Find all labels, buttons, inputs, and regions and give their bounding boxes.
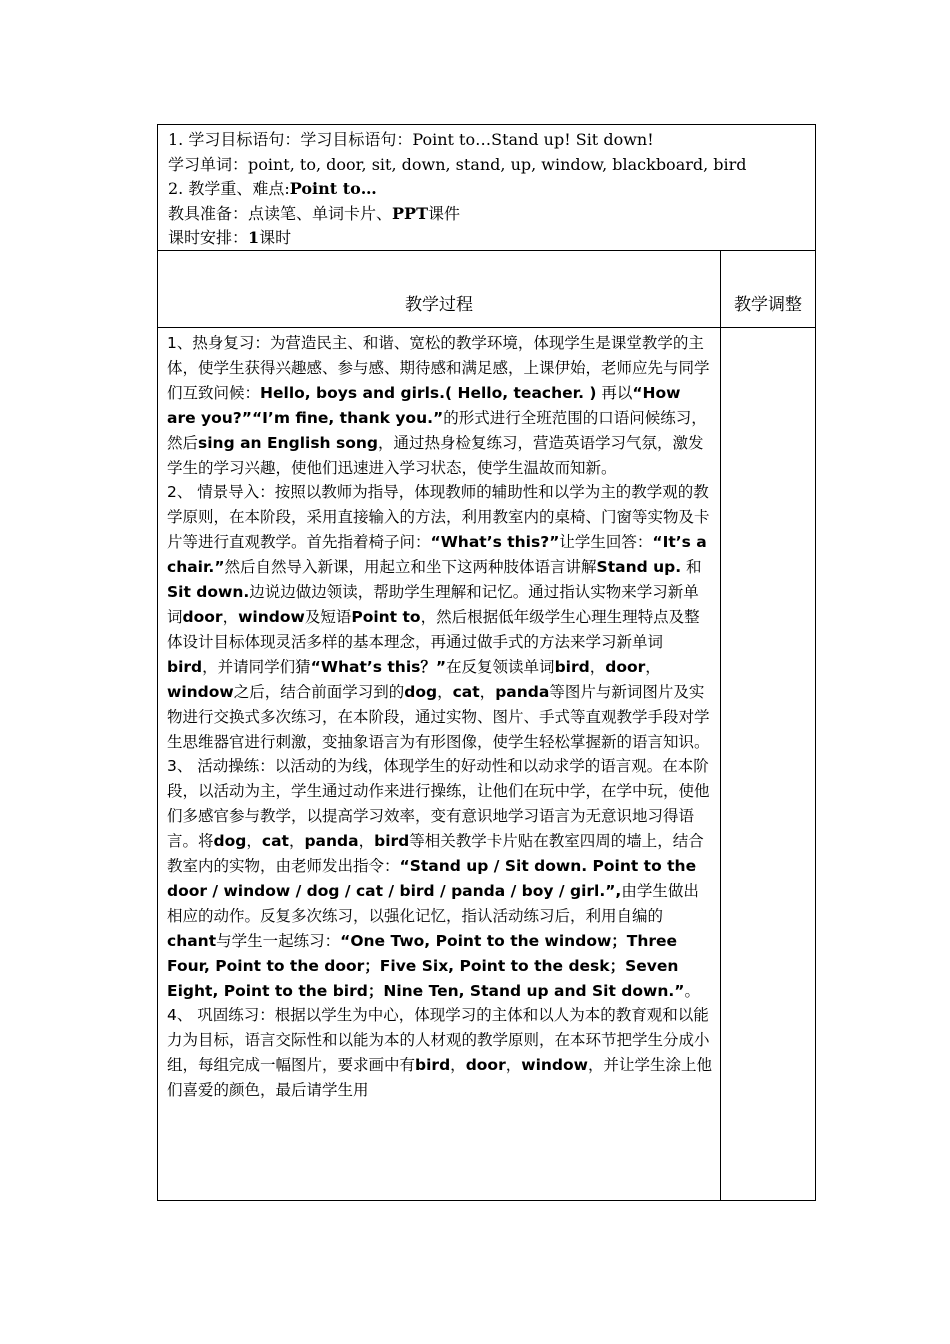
text-run: panda bbox=[495, 682, 550, 701]
vocabulary-line: 学习单词：point, to, door, sit, down, stand, up, window, blackboard, bird bbox=[168, 154, 747, 174]
text-run: 和 bbox=[681, 558, 702, 577]
text-run: ， bbox=[437, 682, 453, 701]
text-run: ， bbox=[358, 832, 375, 851]
text-run: “It’s a chair.” bbox=[167, 533, 707, 577]
text-run: 之后，结合前面学习到的 bbox=[233, 682, 405, 701]
text-run: 1、热身复习：为营造民主、和谐、宽松的教学环境，体现学生是课堂教学的主体，使学生获得兴趣感、参与感、期待感和满足感，上课伊始，老师应先与同学们互致问候： bbox=[167, 334, 710, 402]
text-run: bird bbox=[415, 1056, 451, 1075]
text-run: chant bbox=[167, 931, 217, 950]
text-run: ，通过热身检复练习，营造英语学习气氛，激发学生的学习兴趣，使他们迅速进入学习状态，使学生温故而知新。 bbox=[167, 433, 704, 477]
lesson-info-cell bbox=[158, 125, 815, 251]
text-run: door bbox=[465, 1056, 506, 1075]
text-run: 2、 情景导入：按照以教师为指导，体现教师的辅助性和以学为主的教学观的教学原则，在本阶段，采用直接输入的方法，利用教室内的桌椅、门窗等实物及卡片等进行直观教学。首先指着椅子问： bbox=[167, 483, 710, 552]
text-run: Sit down. bbox=[167, 583, 250, 602]
schedule-label: 课时安排： bbox=[168, 228, 249, 247]
text-run: 与学生一起练习： bbox=[216, 931, 341, 950]
text-run: ， bbox=[246, 832, 262, 851]
text-run: ， bbox=[505, 1056, 522, 1075]
text-run: “Stand up / Sit down. Point to the door / window / dog / cat / bird / panda / boy / girl.”, bbox=[167, 857, 697, 900]
text-run: “What’s this？” bbox=[310, 657, 447, 676]
schedule-count: 1 bbox=[248, 228, 260, 247]
lesson-plan-table bbox=[157, 124, 816, 1201]
materials-label: 教具准备：点读笔、单词卡片、 bbox=[168, 203, 393, 223]
column-header-row bbox=[158, 251, 815, 328]
text-run: door bbox=[605, 657, 646, 676]
text-run: 3、 活动操练：以活动的为线，体现学生的好动性和以动求学的语言观。在本阶段，以活动为主，学生通过动作来进行操练，让他们在玩中学，在学中玩，使他们多感官参与教学，以提高学习效率，变有意识地学习语言为无意识地习得语言。将 bbox=[167, 757, 710, 851]
text-run: ， bbox=[450, 1056, 466, 1075]
text-run: 4、 巩固练习：根据以学生为中心，体现学习的主体和以人为本的教育观和以能力为目标，语言交际性和以能为本的人材观的教学原则，在本环节把学生分成小组，每组完成一幅图片，要求画中有 bbox=[167, 1006, 710, 1075]
teaching-adjustment-cell bbox=[721, 328, 815, 1200]
key-points-label: 2. 教学重、难点: bbox=[168, 179, 290, 198]
materials-line bbox=[168, 202, 807, 227]
text-run: ， bbox=[288, 832, 305, 851]
lead-in-paragraph bbox=[167, 480, 712, 754]
text-run: 由学生做出相应的动作。反复多次练习，以强化记忆，指认活动练习后，利用自编的 bbox=[167, 881, 699, 925]
text-run: window bbox=[238, 607, 305, 626]
text-run: ， bbox=[645, 657, 661, 676]
text-run: 然后自然导入新课，用起立和坐下这两种肢体语言讲解 bbox=[224, 558, 597, 577]
text-run: ， bbox=[589, 657, 606, 676]
key-points-line bbox=[168, 177, 807, 202]
text-run: dog bbox=[404, 682, 438, 701]
text-run: 及短语 bbox=[304, 607, 352, 626]
text-run: “What’s this?” bbox=[430, 533, 560, 552]
text-run: cat bbox=[261, 832, 289, 851]
text-run: 边说边做边领读，帮助学生理解和记忆。通过指认实物来学习新单词 bbox=[167, 583, 699, 626]
text-run: ，并请同学们猜 bbox=[202, 657, 311, 676]
text-run: panda bbox=[304, 832, 359, 851]
schedule-unit: 课时 bbox=[259, 228, 292, 247]
text-run: 。 bbox=[684, 981, 700, 1000]
text-run: ，并让学生涂上他们喜爱的颜色，最后请学生用 bbox=[167, 1056, 712, 1100]
text-run: ， bbox=[222, 607, 239, 626]
text-run: bird bbox=[374, 832, 410, 851]
warm-up-paragraph bbox=[167, 331, 712, 480]
activity-paragraph bbox=[167, 754, 712, 1003]
text-run: 在反复领读单词 bbox=[446, 657, 555, 676]
text-run: ， bbox=[479, 682, 496, 701]
materials-suffix: 课件 bbox=[427, 203, 460, 223]
text-run: door bbox=[182, 607, 223, 626]
content-row bbox=[158, 328, 815, 1200]
text-run: window bbox=[521, 1056, 588, 1075]
text-run: sing an English song bbox=[198, 433, 378, 452]
text-run: 让学生回答： bbox=[559, 533, 653, 552]
text-run: cat bbox=[452, 682, 480, 701]
text-run: “How are you?”“I’m fine, thank you.” bbox=[167, 383, 681, 427]
text-run: Point to bbox=[351, 607, 421, 626]
consolidation-paragraph bbox=[167, 1003, 712, 1103]
key-points-value: Point to… bbox=[289, 179, 377, 198]
text-run: “One Two, Point to the window；Three Four, Point to the door；Five Six, Point to the desk；Seven Eight, Point to the bird；Nine Ten, Stand up and Sit down.” bbox=[167, 931, 685, 1000]
teaching-process-header: 教学过程 bbox=[158, 251, 721, 327]
schedule-line bbox=[168, 226, 807, 251]
materials-ppt: PPT bbox=[392, 203, 428, 223]
teaching-adjustment-header: 教学调整 bbox=[734, 294, 802, 315]
text-run: ，然后根据低年级学生心理生理特点及整体设计目标体现灵活多样的基本理念，再通过做手式的方法来学习新单词 bbox=[167, 607, 700, 651]
text-run: window bbox=[167, 682, 234, 701]
text-run: bird bbox=[554, 657, 590, 676]
text-run: 等图片与新词图片及实物进行交换式多次练习，在本阶段，通过实物、图片、手式等直观教学手段对学生思维器官进行刺激，变抽象语言为有形图像，使学生轻松掌握新的语言知识。 bbox=[167, 682, 710, 751]
text-run: dog bbox=[213, 832, 247, 851]
teaching-process-cell bbox=[158, 328, 721, 1200]
text-run: 的形式进行全班范围的口语问候练习，然后 bbox=[167, 408, 707, 452]
text-run: Hello, boys and girls.( Hello, teacher. ) bbox=[260, 383, 597, 402]
target-sentences-line: 1. 学习目标语句：学习目标语句：Point to…Stand up! Sit down! bbox=[168, 130, 654, 149]
text-run: bird bbox=[167, 657, 203, 676]
text-run: 等相关教学卡片贴在教室四周的墙上，结合教室内的实物，由老师发出指令： bbox=[167, 832, 704, 876]
text-run: Stand up. bbox=[596, 558, 682, 577]
text-run: 再以 bbox=[596, 383, 633, 402]
